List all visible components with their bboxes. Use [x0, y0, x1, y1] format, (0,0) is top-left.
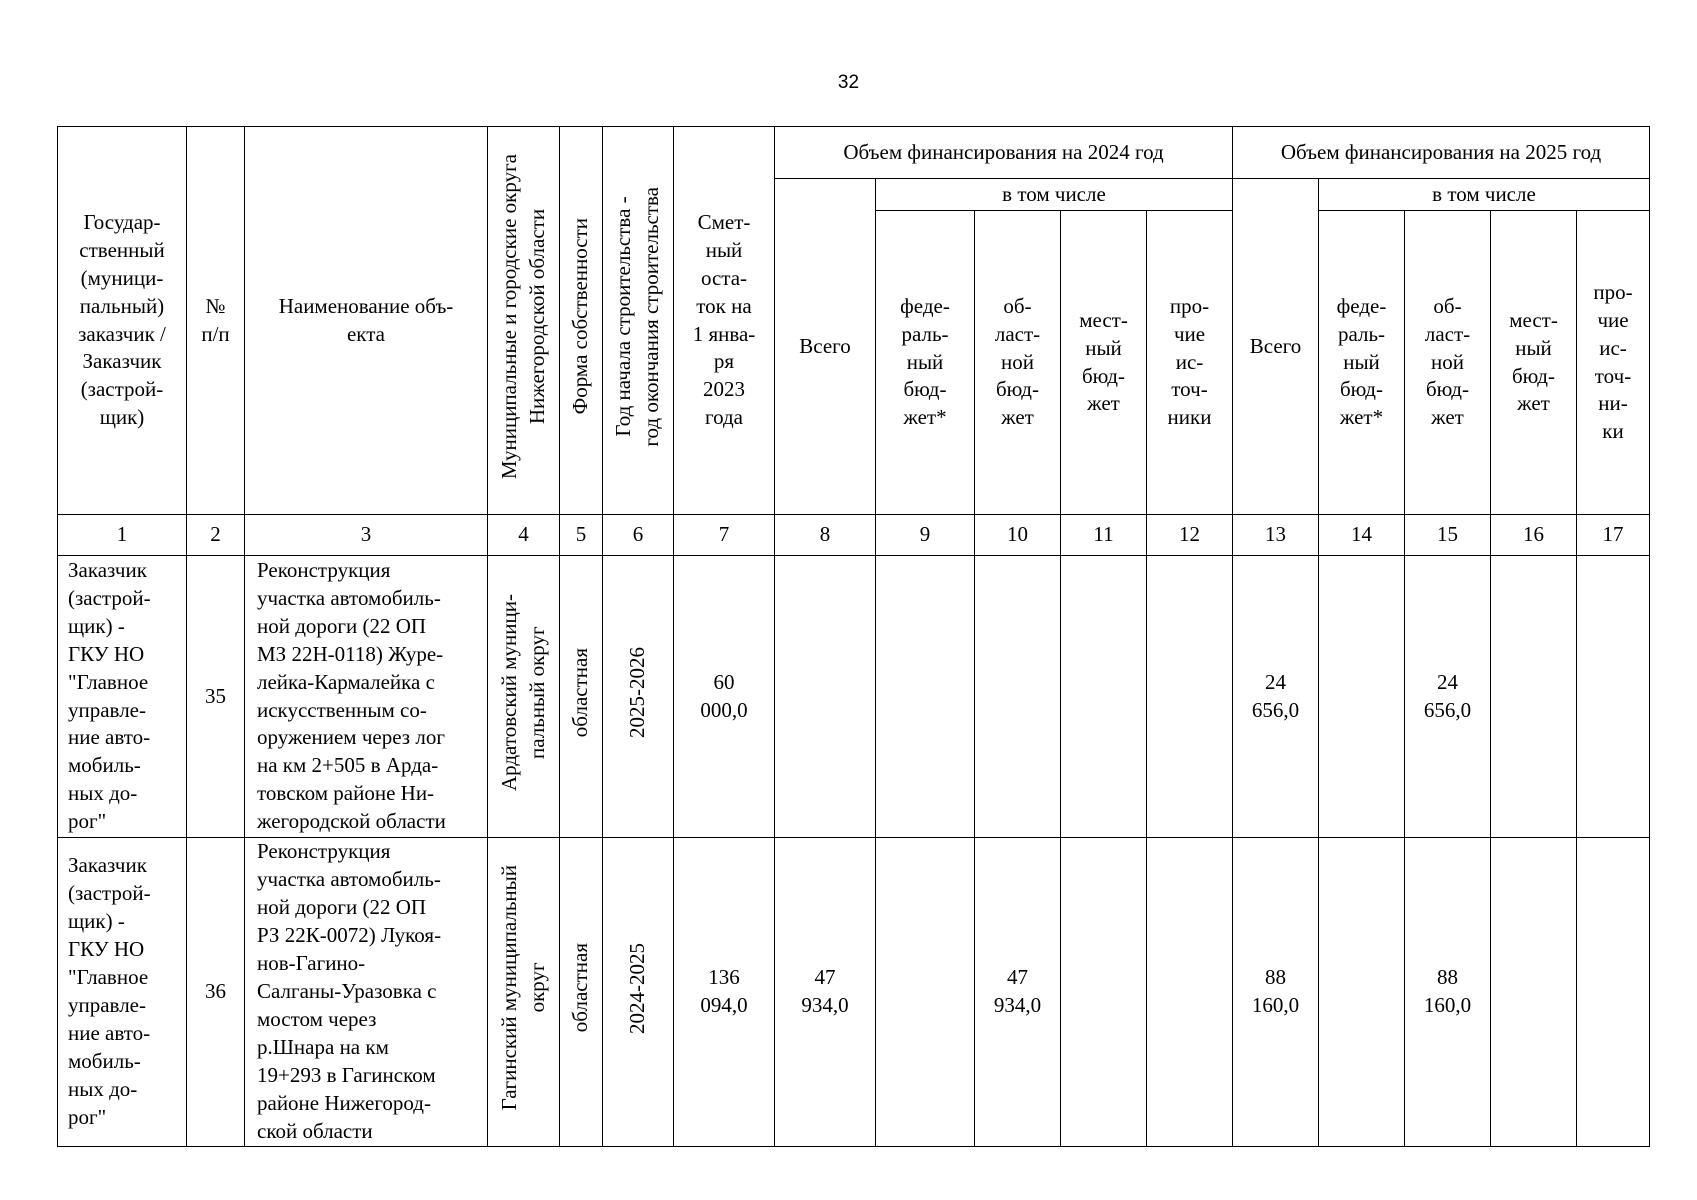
- header-municipality-cell: [488, 127, 560, 515]
- column-number: 8: [775, 515, 876, 556]
- column-number: 4: [488, 515, 560, 556]
- y2025-federal-cell: [1319, 556, 1405, 838]
- column-number: 14: [1319, 515, 1405, 556]
- y2024-regional-cell: [975, 556, 1061, 838]
- table-row: [58, 838, 1650, 1147]
- column-number: 16: [1491, 515, 1577, 556]
- ownership-cell: [560, 838, 603, 1147]
- header-balance: Смет- ный оста- ток на 1 янва- ря 2023 года: [674, 127, 775, 515]
- y2024-federal-cell: [876, 838, 975, 1147]
- y2025-federal-cell: [1319, 838, 1405, 1147]
- header-2025-regional: об- ласт- ной бюд- жет: [1405, 211, 1491, 515]
- column-number: 12: [1147, 515, 1233, 556]
- column-number: 9: [876, 515, 975, 556]
- header-years: Год начала строительства - год окончания строительства: [611, 186, 663, 447]
- ownership-text: областная: [568, 647, 593, 738]
- years-text: 2025-2026: [625, 647, 650, 739]
- years-text: 2024-2025: [625, 942, 650, 1034]
- row-number-cell: 35: [187, 556, 245, 838]
- years-cell: [603, 556, 674, 838]
- header-2024-total: Всего: [775, 179, 876, 515]
- y2024-local-cell: [1061, 838, 1147, 1147]
- column-number: 11: [1061, 515, 1147, 556]
- object-name-cell: Реконструкция участка автомобиль- ной дороги (22 ОП РЗ 22К-0072) Лукоя- нов-Гагино- Салганы-Уразовка с мостом через р.Шнара на км 19+293 в Гагинском районе Нижегород- ской области: [245, 838, 488, 1147]
- financing-table: [57, 126, 1650, 1147]
- header-2025-other: про- чие ис- точ- ни- ки: [1577, 211, 1650, 515]
- y2025-other-cell: [1577, 838, 1650, 1147]
- header-years-cell: [603, 127, 674, 515]
- header-number: № п/п: [187, 127, 245, 515]
- header-customer: Государ- ственный (муници- пальный) заказчик / Заказчик (застрой- щик): [58, 127, 187, 515]
- y2024-other-cell: [1147, 838, 1233, 1147]
- header-2024-local: мест- ный бюд- жет: [1061, 211, 1147, 515]
- ownership-text: областная: [568, 943, 593, 1033]
- header-2025-including: в том числе: [1319, 179, 1650, 211]
- column-number: 6: [603, 515, 674, 556]
- header-2025-federal: феде- раль- ный бюд- жет*: [1319, 211, 1405, 515]
- column-number: 2: [187, 515, 245, 556]
- header-2024-federal: феде- раль- ный бюд- жет*: [876, 211, 975, 515]
- balance-cell: 136 094,0: [674, 838, 775, 1147]
- ownership-cell: [560, 556, 603, 838]
- header-2024-other: про- чие ис- точ- ники: [1147, 211, 1233, 515]
- column-number: 17: [1577, 515, 1650, 556]
- header-2024-including: в том числе: [876, 179, 1233, 211]
- y2024-total-cell: [775, 556, 876, 838]
- header-ownership: Форма собственности: [568, 218, 593, 415]
- header-group-2024: Объем финансирования на 2024 год: [775, 127, 1233, 179]
- municipality-text: Гагинский муниципальный округ: [496, 865, 549, 1111]
- y2025-local-cell: [1491, 556, 1577, 838]
- y2024-regional-cell: 47 934,0: [975, 838, 1061, 1147]
- column-number: 7: [674, 515, 775, 556]
- customer-cell: Заказчик (застрой- щик) - ГКУ НО "Главное управле- ние авто- мобиль- ных до- рог": [58, 556, 187, 838]
- y2025-local-cell: [1491, 838, 1577, 1147]
- y2024-other-cell: [1147, 556, 1233, 838]
- column-number: 13: [1233, 515, 1319, 556]
- header-municipality: Муниципальные и городские округа Нижегородской области: [496, 153, 549, 480]
- column-number: 5: [560, 515, 603, 556]
- y2025-regional-cell: 88 160,0: [1405, 838, 1491, 1147]
- y2025-other-cell: [1577, 556, 1650, 838]
- y2024-federal-cell: [876, 556, 975, 838]
- y2025-total-cell: 24 656,0: [1233, 556, 1319, 838]
- header-ownership-cell: [560, 127, 603, 515]
- column-number: 15: [1405, 515, 1491, 556]
- column-number-row: [58, 515, 1650, 556]
- page-number: 32: [837, 72, 860, 93]
- municipality-cell: [488, 838, 560, 1147]
- column-number: 1: [58, 515, 187, 556]
- header-2024-regional: об- ласт- ной бюд- жет: [975, 211, 1061, 515]
- customer-cell: Заказчик (застрой- щик) - ГКУ НО "Главное управле- ние авто- мобиль- ных до- рог": [58, 838, 187, 1147]
- header-2025-local: мест- ный бюд- жет: [1491, 211, 1577, 515]
- row-number-cell: 36: [187, 838, 245, 1147]
- municipality-cell: [488, 556, 560, 838]
- municipality-text: Ардатовский муници- пальный округ: [496, 594, 549, 792]
- column-number: 3: [245, 515, 488, 556]
- table-row: [58, 556, 1650, 838]
- balance-cell: 60 000,0: [674, 556, 775, 838]
- y2025-regional-cell: 24 656,0: [1405, 556, 1491, 838]
- column-number: 10: [975, 515, 1061, 556]
- object-name-cell: Реконструкция участка автомобиль- ной дороги (22 ОП МЗ 22Н-0118) Журе- лейка-Кармалейка с искусственным со- оружением через лог на км 2+505 в Арда- товском районе Ни- жегородской области: [245, 556, 488, 838]
- header-2025-total: Всего: [1233, 179, 1319, 515]
- y2024-local-cell: [1061, 556, 1147, 838]
- y2025-total-cell: 88 160,0: [1233, 838, 1319, 1147]
- y2024-total-cell: 47 934,0: [775, 838, 876, 1147]
- header-object-name: Наименование объ- екта: [245, 127, 488, 515]
- header-group-2025: Объем финансирования на 2025 год: [1233, 127, 1650, 179]
- years-cell: [603, 838, 674, 1147]
